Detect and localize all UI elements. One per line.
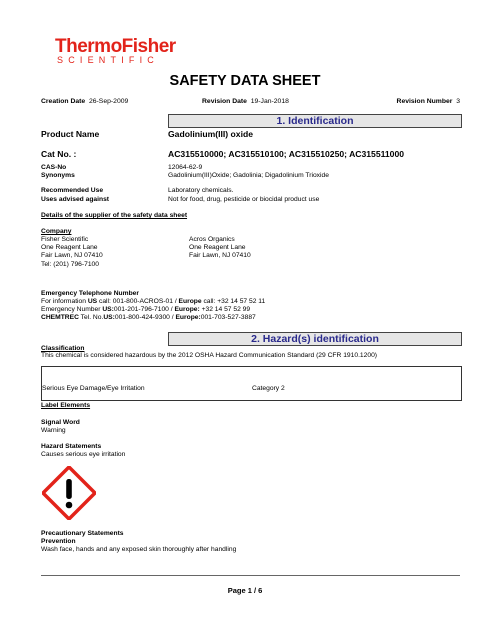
supplier-heading: Details of the supplier of the safety data sheet bbox=[41, 212, 188, 219]
signal-word-value: Warning bbox=[41, 427, 66, 434]
precautionary-heading: Precautionary Statements bbox=[41, 530, 124, 537]
acros-line: One Reagent Lane bbox=[189, 244, 246, 252]
recommended-use-value: Laboratory chemicals. bbox=[168, 187, 234, 194]
hazard-category: Category 2 bbox=[252, 385, 285, 392]
thermofisher-logo-subtitle: SCIENTIFIC bbox=[57, 55, 160, 65]
classification-text: This chemical is considered hazardous by the 2012 OSHA Hazard Communication Standard (29 CFR 1910.1200) bbox=[41, 352, 378, 359]
prevention-value: Wash face, hands and any exposed skin thoroughly after handling bbox=[41, 546, 237, 553]
section-1-header bbox=[168, 114, 462, 128]
revision-date-label: Revision Date bbox=[202, 98, 247, 105]
company-label: Company bbox=[41, 228, 72, 235]
ghs-exclamation-icon bbox=[42, 466, 96, 520]
emergency-line-3: CHEMTREC Tel. No.US:001-800-424-9300 / Europe:001-703-527-3887 bbox=[41, 314, 256, 321]
acros-line: Fair Lawn, NJ 07410 bbox=[189, 252, 251, 260]
revision-number-label: Revision Number bbox=[396, 98, 453, 105]
emergency-line-2: Emergency Number US:001-201-796-7100 / Europe: +32 14 57 52 99 bbox=[41, 306, 251, 313]
section-2-title: 2. Hazard(s) identification bbox=[251, 333, 379, 345]
creation-date-label: Creation Date bbox=[41, 98, 86, 105]
page-number: Page 1 / 6 bbox=[227, 586, 263, 595]
hazard-class-box bbox=[41, 366, 462, 401]
revision-number-value: 3 bbox=[456, 98, 460, 105]
signal-word-heading: Signal Word bbox=[41, 419, 80, 426]
fisher-line: Fisher Scientific bbox=[41, 236, 89, 243]
footer-divider bbox=[41, 575, 460, 576]
fisher-line: Tel: (201) 796-7100 bbox=[41, 260, 99, 268]
document-title: SAFETY DATA SHEET bbox=[169, 73, 321, 89]
section-1-title: 1. Identification bbox=[276, 115, 354, 127]
uses-advised-against-label: Uses advised against bbox=[41, 196, 110, 203]
hazard-statements-value: Causes serious eye irritation bbox=[41, 451, 126, 458]
recommended-use-label: Recommended Use bbox=[41, 187, 104, 194]
prevention-heading: Prevention bbox=[41, 538, 76, 545]
acros-line: Acros Organics bbox=[189, 236, 235, 243]
cas-no-value: 12064-62-9 bbox=[168, 164, 203, 171]
synonyms-value: Gadolinium(III)Oxide; Gadolinia; Digadolinium Trioxide bbox=[168, 172, 329, 179]
label-elements-heading: Label Elements bbox=[41, 402, 91, 409]
classification-heading: Classification bbox=[41, 345, 85, 352]
company-acros bbox=[189, 236, 251, 261]
uses-advised-against-value: Not for food, drug, pesticide or biocidal product use bbox=[168, 196, 320, 203]
product-name-value: Gadolinium(III) oxide bbox=[168, 129, 253, 139]
company-fisher bbox=[41, 236, 103, 269]
hazard-statements-heading: Hazard Statements bbox=[41, 443, 102, 450]
emergency-line-1: For information US call: 001-800-ACROS-01 / Europe call: +32 14 57 52 11 bbox=[41, 298, 266, 305]
emergency-heading: Emergency Telephone Number bbox=[41, 290, 139, 297]
section-2-header bbox=[168, 332, 462, 346]
synonyms-label: Synonyms bbox=[41, 172, 75, 179]
cat-no-label: Cat No. : bbox=[41, 149, 77, 159]
revision-date bbox=[202, 98, 289, 105]
hazard-class: Serious Eye Damage/Eye Irritation bbox=[42, 385, 145, 392]
creation-date-value: 26-Sep-2009 bbox=[88, 98, 129, 105]
fisher-line: One Reagent Lane bbox=[41, 244, 98, 252]
creation-date bbox=[41, 98, 128, 105]
cas-no-label: CAS-No bbox=[41, 164, 67, 171]
cat-no-value: AC315510000; AC315510100; AC315510250; AC315511000 bbox=[168, 149, 405, 159]
fisher-line: Fair Lawn, NJ 07410 bbox=[41, 252, 103, 260]
revision-number bbox=[397, 98, 460, 105]
product-name-label: Product Name bbox=[41, 129, 100, 139]
thermofisher-logo: ThermoFisher bbox=[55, 36, 176, 57]
revision-date-value: 19-Jan-2018 bbox=[250, 98, 289, 105]
